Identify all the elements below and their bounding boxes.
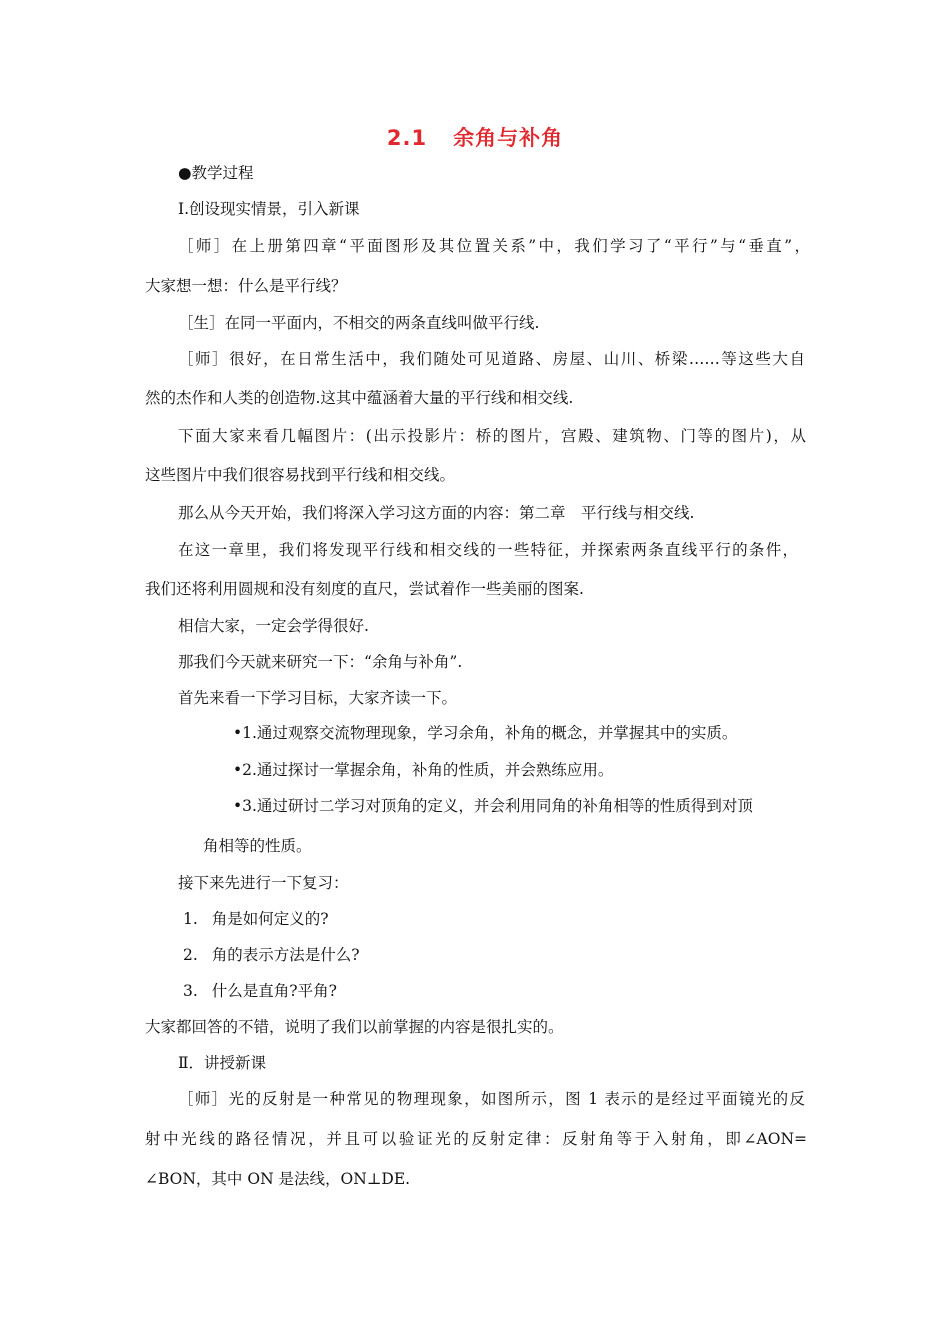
paragraph-3-line-2: 然的杰作和人类的创造物.这其中蕴涵着大量的平行线和相交线. (145, 389, 574, 407)
review-item-2-number: 2. (183, 946, 198, 964)
review-intro: 接下来先进行一下复习： (178, 874, 349, 892)
review-done: 大家都回答的不错，说明了我们以前掌握的内容是很扎实的。 (145, 1018, 564, 1036)
paragraph-3-line-1: ［师］很好，在日常生活中，我们随处可见道路、房屋、山川、桥梁……等这些大自 (178, 350, 805, 368)
title-text: 余角与补角 (453, 126, 564, 150)
paragraph-9: 首先来看一下学习目标，大家齐读一下。 (178, 689, 458, 707)
page-title (0, 122, 950, 152)
section1-heading: Ⅰ.创设现实情景，引入新课 (178, 200, 360, 218)
review-item-3-text: 什么是直角?平角? (211, 982, 337, 1000)
paragraph-10-line-3: ∠BON，其中 ON 是法线，ON⊥DE. (145, 1170, 411, 1188)
paragraph-10-line-2: 射中光线的路径情况，并且可以验证光的反射定律：反射角等于入射角，即∠AON= (145, 1130, 807, 1148)
goal-item-3: •3.通过研讨二学习对顶角的定义，并会利用同角的补角相等的性质得到对顶 (233, 797, 753, 815)
review-item-3 (183, 981, 337, 1001)
paragraph-4-line-1: 下面大家来看几幅图片：(出示投影片：桥的图片，宫殿、建筑物、门等的图片)，从 (178, 427, 806, 445)
review-item-1-text: 角是如何定义的? (211, 910, 329, 928)
review-item-3-number: 3. (183, 982, 198, 1000)
review-item-2 (183, 945, 360, 965)
review-item-2-text: 角的表示方法是什么? (211, 946, 360, 964)
goal-item-3-continued: 角相等的性质。 (203, 837, 312, 855)
goal-item-1: •1.通过观察交流物理现象，学习余角，补角的概念，并掌握其中的实质。 (233, 724, 738, 742)
section-label: ●教学过程 (178, 164, 254, 182)
paragraph-2: ［生］在同一平面内，不相交的两条直线叫做平行线. (178, 314, 540, 332)
goal-item-2: •2.通过探讨一掌握余角，补角的性质，并会熟练应用。 (233, 761, 614, 779)
paragraph-10-line-1: ［师］光的反射是一种常见的物理现象，如图所示，图 1 表示的是经过平面镜光的反 (178, 1090, 805, 1108)
paragraph-1-line-1: ［师］在上册第四章“平面图形及其位置关系”中，我们学习了“平行”与“垂直”， (178, 237, 810, 255)
paragraph-4-line-2: 这些图片中我们很容易找到平行线和相交线。 (145, 466, 456, 484)
paragraph-5: 那么从今天开始，我们将深入学习这方面的内容：第二章 平行线与相交线. (178, 504, 695, 522)
review-item-1-number: 1. (183, 910, 198, 928)
section2-heading: Ⅱ．讲授新课 (178, 1054, 267, 1072)
paragraph-1-line-2: 大家想一想：什么是平行线？ (145, 277, 347, 295)
paragraph-8: 那我们今天就来研究一下：“余角与补角”. (178, 653, 463, 671)
paragraph-6-line-2: 我们还将利用圆规和没有刻度的直尺，尝试着作一些美丽的图案. (145, 580, 584, 598)
paragraph-6-line-1: 在这一章里，我们将发现平行线和相交线的一些特征，并探索两条直线平行的条件， (178, 541, 798, 559)
title-number: 2.1 (386, 126, 428, 150)
paragraph-7: 相信大家，一定会学得很好. (178, 617, 369, 635)
review-item-1 (183, 909, 329, 929)
